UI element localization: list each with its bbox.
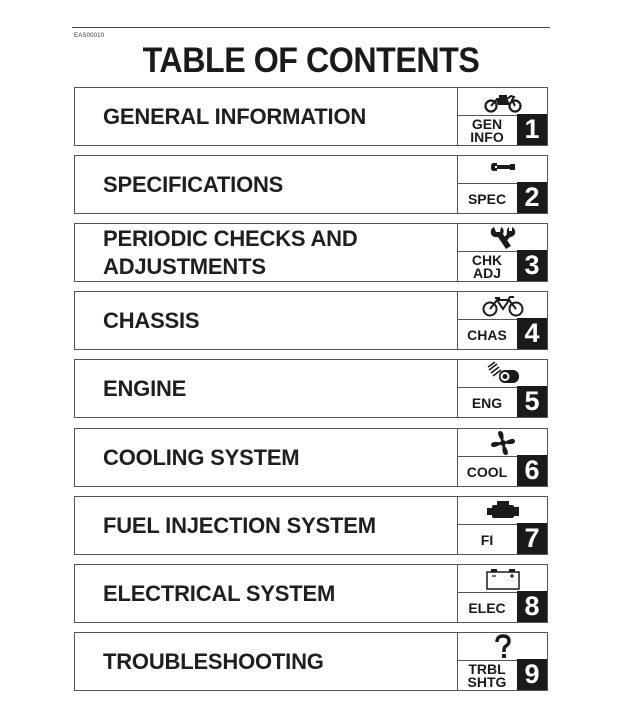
section-link[interactable] [74, 87, 458, 146]
section-link[interactable] [74, 632, 458, 691]
page-title: TABLE OF CONTENTS [142, 41, 480, 80]
section-link[interactable] [74, 564, 458, 623]
section-title: ELECTRICAL SYSTEM [103, 580, 336, 606]
section-abbreviation: SPEC [467, 190, 507, 207]
toc-entry-specifications[interactable] [74, 155, 548, 214]
section-tab[interactable] [458, 223, 548, 282]
section-tab[interactable] [458, 359, 548, 418]
section-number: 4 [517, 318, 547, 349]
section-number: 3 [517, 250, 547, 281]
toc-entry-troubleshooting[interactable] [74, 632, 548, 691]
fan-icon [458, 429, 547, 457]
section-tab[interactable] [458, 632, 548, 691]
section-tab[interactable] [458, 564, 548, 623]
section-link[interactable] [74, 428, 458, 487]
battery-icon [458, 565, 547, 593]
section-link[interactable] [74, 223, 458, 282]
section-title: CHASSIS [103, 307, 200, 333]
section-abbreviation: TRBL SHTG [467, 661, 507, 690]
section-abbreviation: CHK ADJ [471, 252, 503, 281]
section-number: 5 [517, 386, 547, 417]
piston-icon [458, 360, 547, 388]
toc-entry-engine[interactable] [74, 359, 548, 418]
section-title: SPECIFICATIONS [103, 171, 284, 197]
toc-entry-general-information[interactable] [74, 87, 548, 146]
section-abbreviation: ENG [471, 394, 503, 411]
bicycle-chassis-icon [458, 292, 547, 320]
injector-icon [458, 497, 547, 525]
section-abbreviation: FI [480, 531, 494, 548]
section-title: COOLING SYSTEM [103, 444, 300, 470]
top-rule [72, 27, 550, 28]
motorcycle-icon [458, 88, 547, 116]
section-tab[interactable] [458, 155, 548, 214]
wrenches-icon [458, 224, 547, 252]
section-abbreviation: ELEC [468, 599, 506, 616]
toc-entry-periodic-checks[interactable] [74, 223, 548, 282]
wrench-spec-icon [458, 156, 547, 184]
section-title: GENERAL INFORMATION [103, 103, 367, 129]
section-tab[interactable] [458, 496, 548, 555]
toc-entry-fuel-injection-system[interactable] [74, 496, 548, 555]
section-title: PERIODIC CHECKS AND ADJUSTMENTS [103, 225, 358, 279]
section-abbreviation: COOL [466, 463, 508, 480]
section-abbreviation: CHAS [467, 326, 507, 343]
section-abbreviation: GEN INFO [470, 116, 504, 145]
section-number: 6 [517, 455, 547, 486]
section-title: TROUBLESHOOTING [103, 648, 324, 674]
document-code: EAS00010 [74, 33, 105, 39]
section-link[interactable] [74, 155, 458, 214]
section-title: ENGINE [103, 375, 187, 401]
section-title: FUEL INJECTION SYSTEM [103, 512, 376, 538]
section-number: 8 [517, 591, 547, 622]
toc-entry-chassis[interactable] [74, 291, 548, 350]
section-link[interactable] [74, 291, 458, 350]
section-number: 7 [517, 523, 547, 554]
section-link[interactable] [74, 359, 458, 418]
section-number: 1 [517, 114, 547, 145]
section-tab[interactable] [458, 428, 548, 487]
section-tab[interactable] [458, 87, 548, 146]
toc-entry-electrical-system[interactable] [74, 564, 548, 623]
section-link[interactable] [74, 496, 458, 555]
section-tab[interactable] [458, 291, 548, 350]
toc-entry-cooling-system[interactable] [74, 428, 548, 487]
section-number: 9 [517, 659, 547, 690]
question-mark-icon [458, 633, 547, 661]
section-number: 2 [517, 182, 547, 213]
